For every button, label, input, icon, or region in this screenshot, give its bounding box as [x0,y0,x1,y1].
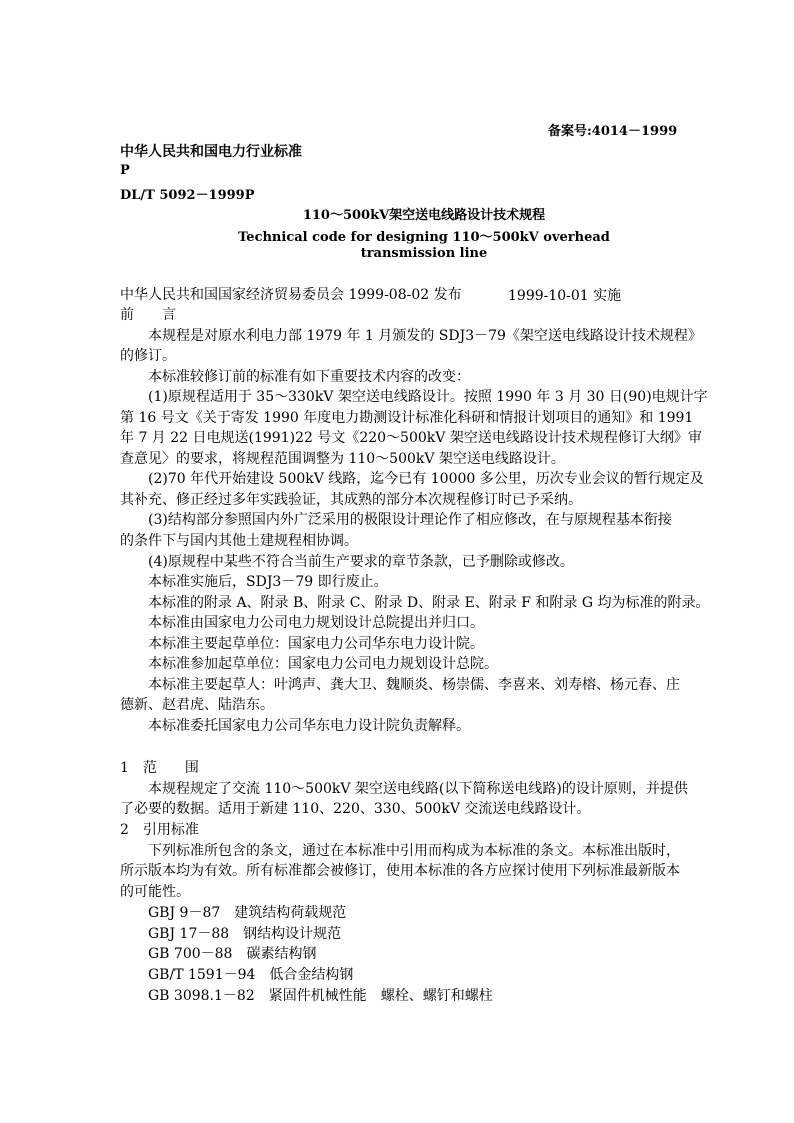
publisher-line: 中华人民共和国国家经济贸易委员会 1999-08-02 发布 [120,287,462,303]
paragraph-line: 本标准主要起草人：叶鸿声、龚大卫、魏顺炎、杨崇儒、李喜来、刘寿榕、杨元春、庄 [148,677,680,693]
category-letter: P [120,163,130,178]
paragraph-line: 第 16 号文《关于寄发 1990 年度电力勘测设计标准化科研和情报计划项目的通知》和 1991 [120,410,694,426]
paragraph-line: 本标准的附录 A、附录 B、附录 C、附录 D、附录 E、附录 F 和附录 G 均为标准的附录。 [148,595,710,611]
paragraph-line: 查意见〉的要求，将规程范围调整为 110～500kV 架空送电线路设计。 [120,451,565,467]
reference-item: GBJ 17－88 钢结构设计规范 [148,926,342,942]
paragraph-line: 年 7 月 22 日电规送(1991)22 号文《220～500kV 架空送电线路设计技术规程修订大纲》审 [120,430,702,446]
paragraph-line: 本规程规定了交流 110～500kV 架空送电线路(以下简称送电线路)的设计原则，并提供 [148,781,688,797]
industry-standard-label: 中华人民共和国电力行业标准 [120,144,302,160]
paragraph-line: 本标准参加起草单位：国家电力公司电力规划设计总院。 [148,656,498,672]
paragraph-line: 本规程是对原水利电力部 1979 年 1 月颁发的 SDJ3－79《架空送电线路设计技术规程》 [148,328,702,344]
paragraph-line: 本标准较修订前的标准有如下重要技术内容的改变： [148,369,470,385]
paragraph-line: 德新、赵君虎、陆浩东。 [120,697,274,713]
paragraph-line: 其补充、修正经过多年实践验证，其成熟的部分本次规程修订时已予采纳。 [120,492,582,508]
paragraph-line: (3)结构部分参照国内外广泛采用的极限设计理论作了相应修改，在与原规程基本衔接 [148,512,672,528]
title-cn: 110～500kV架空送电线路设计技术规程 [302,208,546,223]
paragraph-line: (1)原规程适用于 35～330kV 架空送电线路设计。按照 1990 年 3 月 30 日(90)电规计字 [148,389,708,405]
section1-heading: 1 范 围 [120,760,199,776]
paragraph-line: 下列标准所包含的条文，通过在本标准中引用而构成为本标准的条文。本标准出版时， [148,843,680,859]
standard-code: DL/T 5092－1999P [120,188,255,203]
paragraph-line: 本标准委托国家电力公司华东电力设计院负责解释。 [148,718,470,734]
title-en-line1: Technical code for designing 110～500kV overhead [238,230,610,245]
reference-item: GB 700－88 碳素结构钢 [148,946,317,962]
title-en-line2: transmission line [360,246,488,261]
paragraph-line: 的修订。 [120,348,176,364]
reference-item: GB/T 1591－94 低合金结构钢 [148,967,354,983]
section2-heading: 2 引用标准 [120,822,199,838]
paragraph-line: (4)原规程中某些不符合当前生产要求的章节条款，已予删除或修改。 [148,554,574,570]
foreword-heading: 前 言 [120,307,176,323]
paragraph-line: 所示版本均为有效。所有标准都会被修订，使用本标准的各方应探讨使用下列标准最新版本 [120,863,680,879]
record-number: 备案号:4014－1999 [548,124,678,139]
paragraph-line: 本标准由国家电力公司电力规划设计总院提出并归口。 [148,615,484,631]
reference-item: GBJ 9－87 建筑结构荷载规范 [148,905,347,921]
paragraph-line: 的可能性。 [120,884,190,900]
reference-item: GB 3098.1－82 紧固件机械性能 螺栓、螺钉和螺柱 [148,988,493,1004]
paragraph-line: 本标准主要起草单位：国家电力公司华东电力设计院。 [148,636,484,652]
effective-date: 1999-10-01 实施 [508,288,622,304]
paragraph-line: (2)70 年代开始建设 500kV 线路，迄今已有 10000 多公里，历次专业会议的暂行规定及 [148,471,704,487]
paragraph-line: 的条件下与国内其他土建规程相协调。 [120,533,358,549]
paragraph-line: 本标准实施后，SDJ3－79 即行废止。 [148,574,388,590]
paragraph-line: 了必要的数据。适用于新建 110、220、330、500kV 交流送电线路设计。 [120,801,591,817]
